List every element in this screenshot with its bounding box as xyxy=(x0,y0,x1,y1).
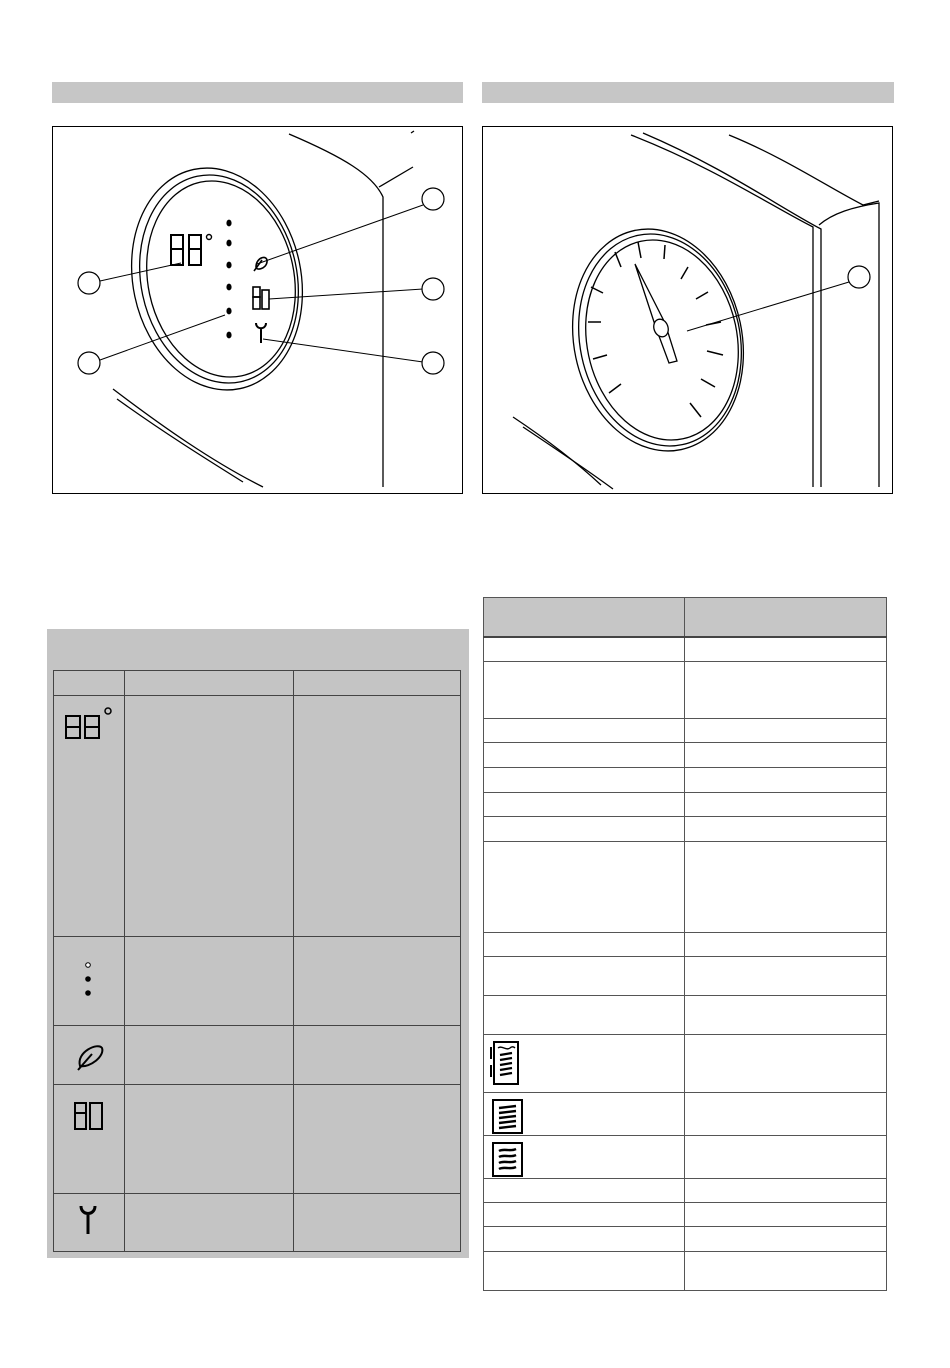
tank-heating-document-icon xyxy=(490,1039,526,1089)
action-column-header xyxy=(294,671,461,696)
table-row xyxy=(484,793,887,817)
split-window-symbol xyxy=(253,287,269,309)
led-display-illustration xyxy=(53,127,463,494)
callout-circle-1 xyxy=(78,272,100,294)
table-row xyxy=(54,1194,461,1252)
table-row xyxy=(484,637,887,662)
table-header-row xyxy=(484,598,887,638)
table-row xyxy=(484,996,887,1035)
table-row xyxy=(484,743,887,768)
indicator-dots xyxy=(226,220,231,339)
table-row xyxy=(484,1203,887,1227)
table-row xyxy=(484,817,887,842)
lines-document-icon xyxy=(490,1097,526,1137)
table-row xyxy=(54,1085,461,1194)
right-section-header-bar xyxy=(482,82,894,103)
gauge-needle xyxy=(635,264,677,363)
thermometer-illustration xyxy=(483,127,893,494)
callout-circle-4 xyxy=(422,278,444,300)
eco-icon xyxy=(254,257,267,271)
left-section-header-bar xyxy=(52,82,463,103)
indicator-dots-icon xyxy=(54,937,124,1017)
table-row xyxy=(484,662,887,719)
table-row xyxy=(54,696,461,937)
table-row xyxy=(484,719,887,743)
callout-circle-5 xyxy=(422,352,444,374)
thermometer-figure xyxy=(482,126,893,494)
led-display-figure xyxy=(52,126,463,494)
symbol-legend-panel xyxy=(47,629,469,1258)
callout-circle-2 xyxy=(78,352,100,374)
table-row xyxy=(484,1136,887,1179)
table-row xyxy=(54,1026,461,1085)
table-row xyxy=(484,1035,887,1093)
table-row xyxy=(484,1227,887,1252)
table-row xyxy=(484,957,887,996)
table-row xyxy=(484,768,887,793)
table-row xyxy=(484,1093,887,1136)
wave-lines-document-icon xyxy=(490,1140,526,1180)
wrench-symbol xyxy=(256,323,266,343)
display-88-icon xyxy=(171,235,212,266)
meaning-column-header xyxy=(125,671,294,696)
table-row xyxy=(54,937,461,1026)
wrench-icon xyxy=(54,1194,124,1250)
parameter-column-header xyxy=(484,598,685,638)
parameter-table xyxy=(483,597,887,1291)
split-window-icon xyxy=(54,1085,124,1145)
symbol-column-header xyxy=(54,671,125,696)
callout-circle-3 xyxy=(422,188,444,210)
table-row xyxy=(484,842,887,933)
callout-circle-1 xyxy=(848,266,870,288)
seven-segment-display-icon xyxy=(54,696,124,756)
table-row xyxy=(484,1179,887,1203)
eco-leaf-icon xyxy=(54,1026,124,1082)
table-row xyxy=(484,1252,887,1291)
value-column-header xyxy=(685,598,887,638)
symbol-legend-table xyxy=(53,670,461,1252)
table-header-row xyxy=(54,671,461,696)
table-row xyxy=(484,933,887,957)
